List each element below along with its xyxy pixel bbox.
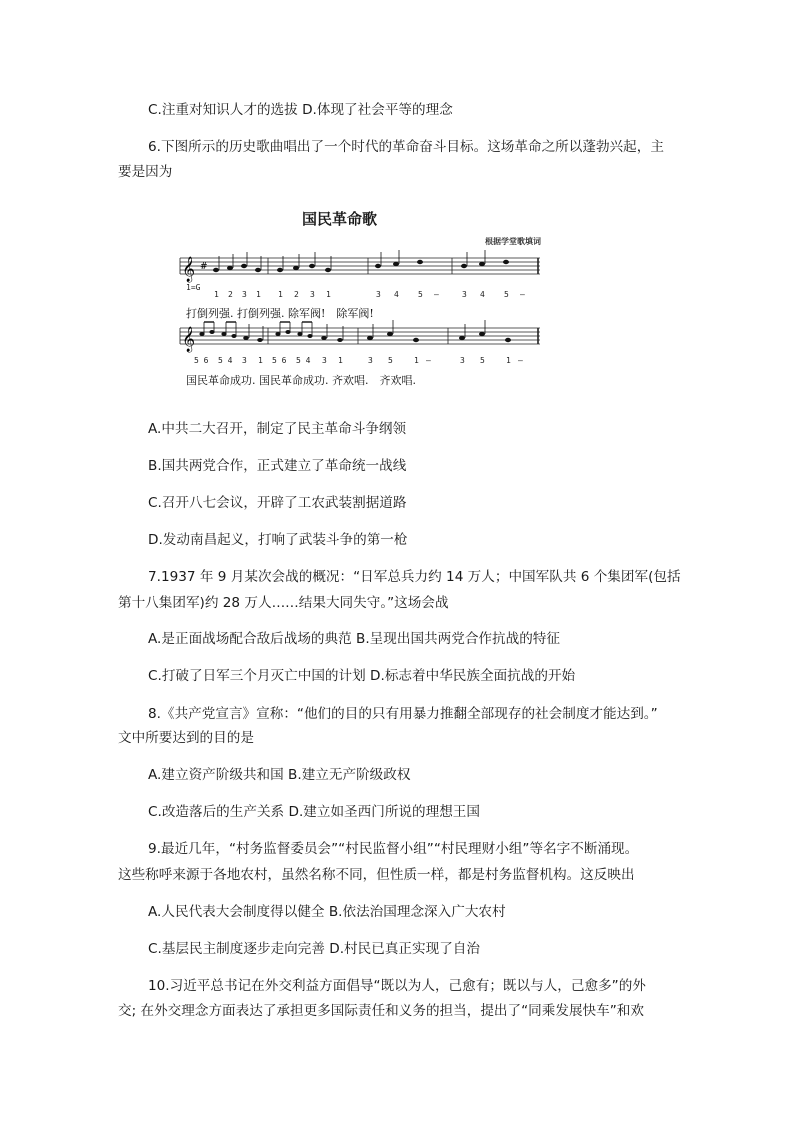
svg-text:5: 5 [418,290,423,299]
option-ab: A.建立资产阶级共和国 B.建立无产阶级政权 [148,767,411,783]
question-8-stem: 8.《共产党宣言》宣称：“他们的目的只有用暴力推翻全部现存的社会制度才能达到。” [148,706,658,722]
svg-text:3: 3 [376,290,381,299]
option-a: A.中共二大召开，制定了民主革命斗争纲领 [148,421,407,437]
svg-text:3: 3 [368,356,373,365]
svg-text:1: 1 [258,356,263,365]
question-7-stem-cont: 第十八集团军)约 28 万人……结果大同失守。”这场会战 [118,595,449,611]
option-ab: A.是正面战场配合敌后战场的典范 B.呈现出国共两党合作抗战的特征 [148,631,560,647]
svg-text:3: 3 [242,356,247,365]
svg-text:1: 1 [506,356,511,365]
svg-text:5: 5 [480,356,485,365]
option-c: C.召开八七会议，开辟了工农武装割据道路 [148,495,407,511]
question-7-stem: 7.1937 年 9 月某次会战的概况：“日军总兵力约 14 万人；中国军队共 6 个集团军(包括 [148,569,681,585]
question-9-stem-cont: 这些称呼来源于各地农村，虽然名称不同，但性质一样，都是村务监督机构。这反映出 [118,867,635,883]
svg-text:3: 3 [462,290,467,299]
svg-text:4: 4 [394,290,399,299]
svg-text:1: 1 [278,290,283,299]
song-score-svg [172,200,547,400]
question-8-stem-cont: 文中所要达到的目的是 [118,730,254,746]
song-title: 国民革命歌 [302,210,378,228]
option-d: D.发动南昌起义，打响了武装斗争的第一枪 [148,532,408,548]
svg-text:1: 1 [256,290,261,299]
svg-text:4: 4 [480,290,485,299]
key-signature-label: 1=G [186,283,201,292]
svg-text:5 4: 5 4 [218,356,233,365]
question-6-stem: 6.下图所示的历史歌曲唱出了一个时代的革命奋斗目标。这场革命之所以蓬勃兴起，主 [148,139,664,155]
option-cd: C.打破了日军三个月灭亡中国的计划 D.标志着中华民族全面抗战的开始 [148,668,576,684]
question-9-stem: 9.最近几年，“村务监督委员会”“村民监督小组”“村民理财小组”等名字不断涌现。 [148,841,639,857]
option-b: B.国共两党合作，正式建立了革命统一战线 [148,458,407,474]
question-10-stem-cont: 交; 在外交理念方面表达了承担更多国际责任和义务的担当，提出了“同乘发展快车”和欢 [118,1003,644,1019]
option-line: C.注重对知识人才的选拔 D.体现了社会平等的理念 [148,102,453,118]
option-ab: A.人民代表大会制度得以健全 B.依法治国理念深入广大农村 [148,904,506,920]
svg-text:5: 5 [504,290,509,299]
song-score-figure [172,200,547,400]
svg-text:3: 3 [310,290,315,299]
svg-text:—: — [426,356,431,365]
option-cd: C.改造落后的生产关系 D.建立如圣西门所说的理想王国 [148,804,480,820]
svg-text:1: 1 [414,356,419,365]
song-credit: 根据学堂歌填词 [485,236,541,246]
staff-row-1 [180,258,540,274]
treble-clef-icon: 𝄞 [182,257,196,282]
svg-text:3: 3 [460,356,465,365]
svg-text:1: 1 [338,356,343,365]
svg-text:5 6: 5 6 [194,356,209,365]
svg-text:#: # [200,262,208,272]
svg-text:—: — [434,290,439,299]
lyrics-row-2: 国民革命成功. 国民革命成功. 齐欢唱. 齐欢唱. [186,374,416,387]
svg-text:1: 1 [326,290,331,299]
svg-text:2: 2 [228,290,233,299]
svg-text:3: 3 [322,356,327,365]
svg-text:—: — [520,290,525,299]
question-10-stem: 10.习近平总书记在外交利益方面倡导“既以为人，己愈有；既以与人，己愈多”的外 [148,978,646,994]
svg-text:5: 5 [388,356,393,365]
svg-text:1: 1 [214,290,219,299]
svg-text:5 6: 5 6 [272,356,287,365]
svg-text:—: — [518,356,523,365]
option-cd: C.基层民主制度逐步走向完善 D.村民已真正实现了自治 [148,941,480,957]
svg-text:3: 3 [242,290,247,299]
svg-text:2: 2 [294,290,299,299]
svg-text:5 4: 5 4 [296,356,311,365]
treble-clef-icon: 𝄞 [182,327,196,352]
lyrics-row-1: 打倒列强. 打倒列强. 除军阀! 除军阀! [186,307,374,320]
question-6-stem-cont: 要是因为 [118,164,173,180]
